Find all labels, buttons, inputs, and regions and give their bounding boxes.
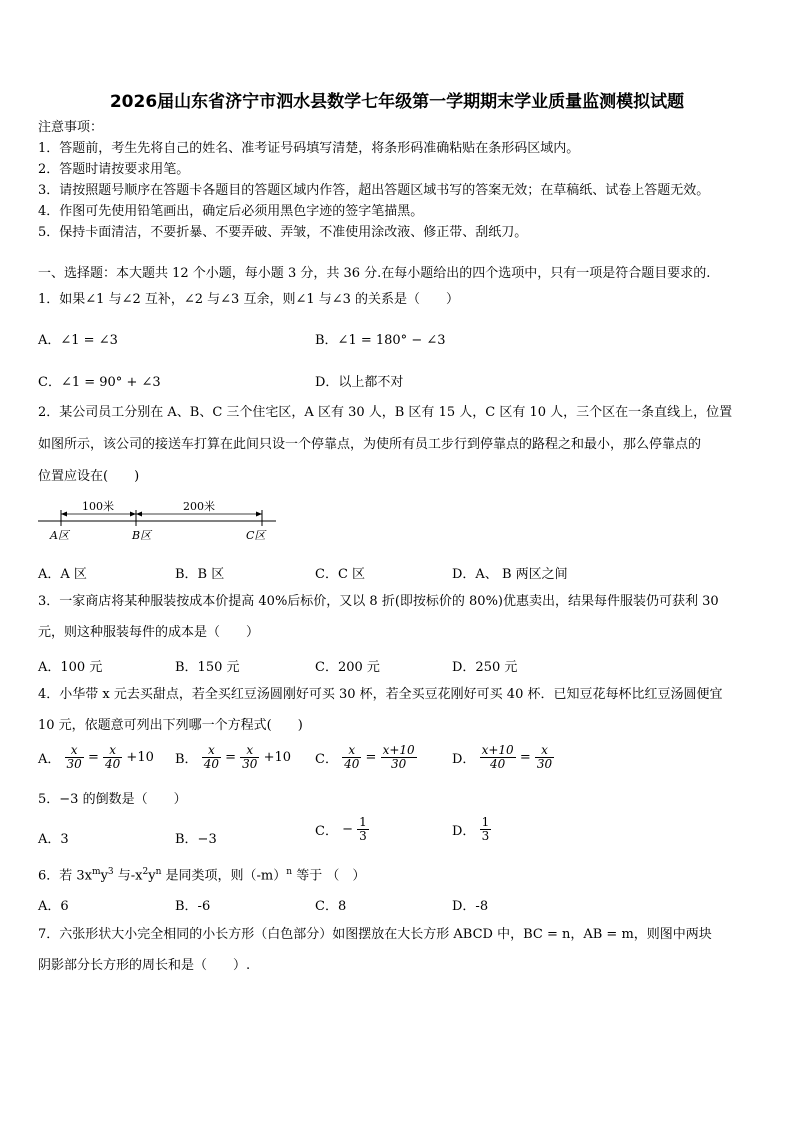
q6-text: y [100,868,108,884]
section-heading: 一、选择题：本大题共 12 个小题，每小题 3 分，共 36 分.在每小题给出的四个选项中，只有一项是符合题目要求的. [38,266,711,281]
numerator: x+10 [481,743,514,757]
fraction [65,744,84,771]
fraction [480,816,492,843]
q4-option-d [452,744,554,771]
q7-stem-line2: 阴影部分长方形的周长和是（ ）. [38,958,251,973]
q5-option-a: A．3 [38,832,69,847]
q5-option-c [315,816,369,843]
denominator: 40 [203,757,219,771]
q3-stem-line1: 3．一家商店将某种服装按成本价提高 40%后标价，又以 8 折(即按标价的 80%)优惠卖出，结果每件服装仍可获利 30 [38,594,719,609]
q2-option-c: C．C 区 [315,567,366,582]
fraction [357,816,369,843]
q1-option-d: D．以上都不对 [315,375,404,390]
denominator: 30 [536,757,553,771]
denominator: 40 [344,757,360,771]
q1-option-c: C．∠1 = 90° + ∠3 [38,375,161,390]
exponent: 3 [107,867,114,877]
minus-sign: − [342,822,353,837]
plus-term: +10 [263,750,292,765]
q4-option-b [175,744,291,771]
notice-item: 1．答题前，考生先将自己的姓名、准考证号码填写清楚，将条形码准确粘贴在条形码区域内。 [38,141,580,156]
fraction [480,744,516,771]
q7-stem-line1: 7．六张形状大小完全相同的小长方形（白色部分）如图摆放在大长方形 ABCD 中，BC = n，AB = m，则图中两块 [38,927,712,942]
numerator: x [348,743,356,757]
equals: = [365,750,377,765]
denominator: 40 [105,757,121,771]
q2-option-d: D．A、 B 两区之间 [452,567,568,582]
numerator: x [207,743,215,757]
q3-option-b: B．150 元 [175,660,240,675]
notice-heading: 注意事项： [38,120,104,135]
plus-term: +10 [126,750,154,765]
option-label: B． [175,752,198,767]
q6-option-b: B．-6 [175,899,211,914]
q1-option-b: B．∠1 = 180° − ∠3 [315,333,446,348]
q3-option-a: A．100 元 [38,660,103,675]
arrow-icon [136,512,142,517]
fraction [240,744,259,771]
q6-text: 6．若 3x [38,868,93,884]
q2-stem-line3: 位置应设在( ) [38,469,140,484]
point-a-label: A区 [50,529,69,542]
notice-item: 4．作图可先使用铅笔画出，确定后必须用黑色字迹的签字笔描黑。 [38,204,424,219]
arrow-icon [61,512,67,517]
fraction [381,744,417,771]
numerator: x [541,743,548,757]
equals: = [225,750,237,765]
numerator: 1 [481,815,490,829]
q5-stem: 5．−3 的倒数是（ ） [38,792,187,807]
q2-option-a: A．A 区 [38,567,87,582]
numerator: x [70,743,78,757]
q6-option-c: C．8 [315,899,347,914]
q1-option-a: A．∠1 = ∠3 [38,333,118,348]
q5-option-d [452,816,491,843]
q6-option-a: A．6 [38,899,69,914]
exponent: 2 [142,867,149,877]
fraction [535,744,554,771]
q4-stem-line2: 10 元，依题意可列出下列哪一个方程式( ) [38,718,303,733]
q1-stem: 1．如果∠1 与∠2 互补，∠2 与∠3 互余，则∠1 与∠3 的关系是（ ） [38,292,460,307]
label-200m: 200米 [183,500,215,513]
denominator: 30 [242,757,258,771]
point-c-label: C区 [246,529,266,542]
equals: = [87,750,99,765]
q5-option-b: B．−3 [175,832,217,847]
q6-text: 与-x [113,868,143,884]
fraction [342,744,361,771]
numerator: x+10 [382,743,415,757]
q2-stem-line2: 如图所示，该公司的接送车打算在此间只设一个停靠点，为使所有员工步行到停靠点的路程之和最小，那么停靠点的 [38,437,702,452]
q6-text: 是同类项，则（-m） [161,868,287,884]
notice-item: 2．答题时请按要求用笔。 [38,162,190,177]
denominator: 30 [381,757,417,771]
option-label: A． [38,752,61,767]
exponent: n [155,867,162,877]
q2-stem-line1: 2．某公司员工分别在 A、B、C 三个住宅区，A 区有 30 人，B 区有 15 人，C 区有 10 人，三个区在一条直线上，位置 [38,405,733,420]
q6-text: y [148,868,156,884]
fraction [202,744,221,771]
q4-option-a [38,744,154,771]
q6-option-d: D．-8 [452,899,489,914]
numerator: 1 [359,815,367,829]
fraction [103,744,122,771]
option-label: D． [452,752,476,767]
q3-option-c: C．200 元 [315,660,380,675]
q6-text: 等于 （ ） [292,868,366,884]
label-100m: 100米 [82,500,114,513]
option-label: C． [315,824,338,839]
numerator: x [109,743,117,757]
option-label: D． [452,824,476,839]
denominator: 40 [480,757,516,771]
q2-option-b: B．B 区 [175,567,225,582]
q6-stem [38,864,365,884]
exponent: m [92,867,101,877]
denominator: 3 [481,829,490,843]
exponent: n [286,867,293,877]
q3-stem-line2: 元，则这种服装每件的成本是（ ） [38,625,260,640]
denominator: 3 [359,829,367,843]
denominator: 30 [66,757,82,771]
q3-option-d: D．250 元 [452,660,518,675]
notice-item: 3．请按照题号顺序在答题卡各题目的答题区域内作答，超出答题区域书写的答案无效；在草稿纸、试卷上答题无效。 [38,183,710,198]
page-title: 2026届山东省济宁市泗水县数学七年级第一学期期末学业质量监测模拟试题 [109,92,685,112]
arrow-icon [256,512,262,517]
arrow-icon [130,512,136,517]
q2-line-figure [36,496,281,548]
notice-item: 5．保持卡面清洁，不要折暴、不要弄破、弄皱，不准使用涂改液、修正带、刮纸刀。 [38,225,528,240]
q4-stem-line1: 4．小华带 x 元去买甜点，若全买红豆汤圆刚好可买 30 杯，若全买豆花刚好可买 40 杯．已知豆花每杯比红豆汤圆便宜 [38,687,723,702]
q4-option-c [315,744,417,771]
point-b-label: B区 [132,529,152,542]
equals: = [519,750,531,765]
numerator: x [246,743,254,757]
option-label: C． [315,752,338,767]
